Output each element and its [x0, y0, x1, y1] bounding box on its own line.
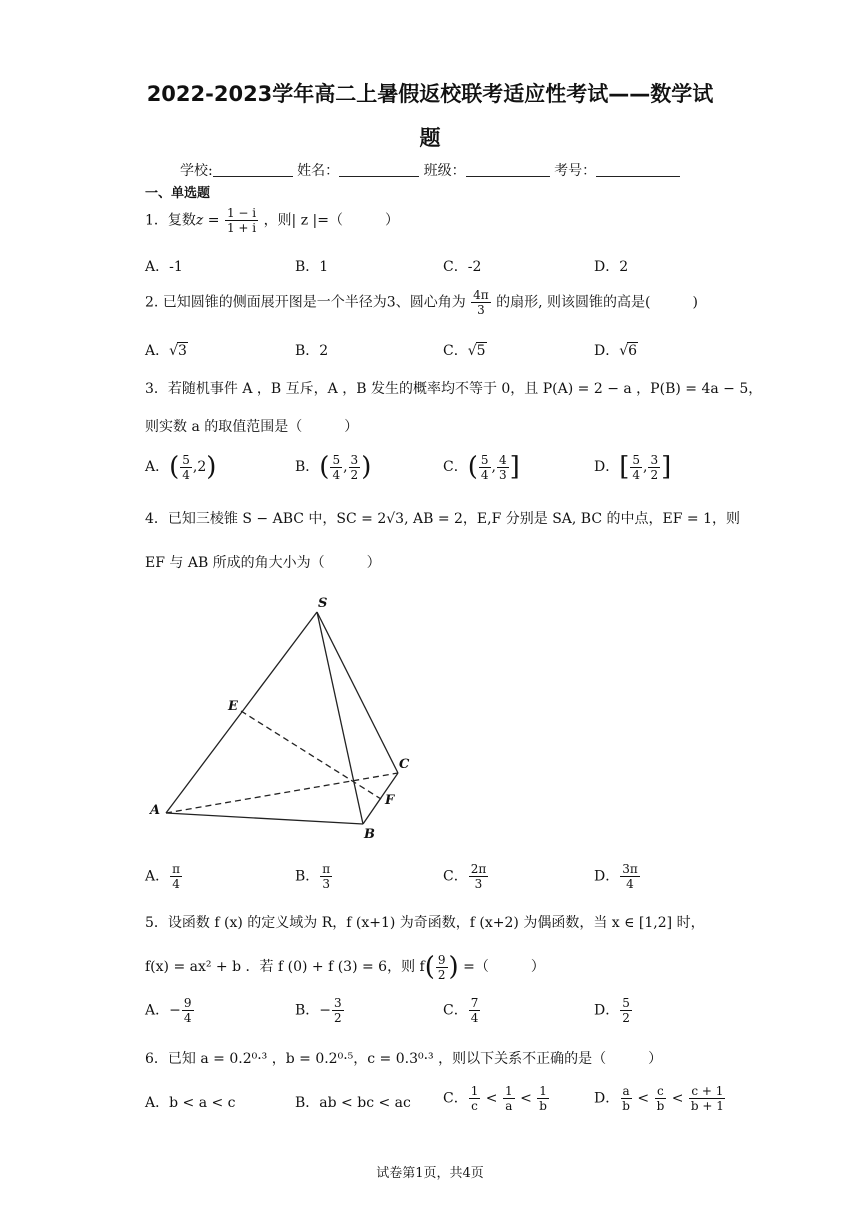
title-line-2: 题: [419, 126, 441, 150]
q1-option-c: C．-2: [443, 259, 482, 275]
q3-option-b: B．( $\frac{5}{4}$ , $\frac{3}{2}$ ): [295, 452, 372, 482]
q1-stem: 1．复数z = $\frac{1 - i}{1 + i}$ ，则| z |=（ ）: [145, 206, 400, 235]
q4-option-b: B． $\frac{\pi}{3}$: [295, 862, 331, 891]
name-label: 姓名：: [297, 163, 340, 179]
q5-option-d: D． $\frac{5}{2}$: [594, 996, 630, 1025]
page-footer: 试卷第1页，共4页: [376, 1166, 484, 1181]
class-label: 班级：: [423, 163, 466, 179]
q4-option-d: D． $\frac{3\pi}{4}$: [594, 862, 638, 891]
edge-sc: [317, 612, 398, 773]
q2-option-b: B．2: [295, 343, 329, 359]
edge-sb: [317, 612, 363, 824]
edge-ac-hidden: [166, 773, 398, 813]
q2-option-a: A．√3: [145, 343, 187, 359]
exam-no-label: 考号：: [554, 163, 597, 179]
title-line-1: 2022-2023学年高二上暑假返校联考适应性考试——数学试: [146, 82, 714, 106]
label-c: C: [399, 757, 410, 772]
label-b: B: [364, 827, 375, 840]
q5-option-c: C． $\frac{7}{4}$: [443, 996, 479, 1025]
q2-stem: 2. 已知圆锥的侧面展开图是一个半径为3、圆心角为 $\frac{4\pi}{3}$ 的扇形, 则该圆锥的高是( ): [145, 288, 698, 317]
name-blank[interactable]: [339, 162, 419, 177]
school-label: 学校:: [180, 163, 213, 179]
q5-stem-line2: f(x) = ax² + b ．若 f (0) + f (3) = 6，则 f( $\frac{9}{2}$ ) =（ ）: [145, 952, 545, 982]
q1-option-d: D．2: [594, 259, 629, 275]
q2-option-d: D．√6: [594, 343, 638, 359]
q3-stem-line1: 3．若随机事件 A ，B 互斥，A ，B 发生的概率均不等于 0，且 P(A) = 2 − a ，P(B) = 4a − 5，: [145, 381, 763, 397]
student-info-row: [180, 160, 680, 180]
q5-option-b: B．− $\frac{3}{2}$: [295, 996, 342, 1025]
section-heading: 一、单选题: [145, 186, 211, 201]
q6-option-c: C． $\frac{1}{c}$ < $\frac{1}{a}$ < $\frac{1}{b}$: [443, 1084, 547, 1113]
q1-option-b: B．1: [295, 259, 329, 275]
class-blank[interactable]: [466, 162, 550, 177]
q6-option-b: B．ab < bc < ac: [295, 1095, 411, 1111]
segment-ef: [241, 711, 381, 799]
q2-option-c: C．√5: [443, 343, 486, 359]
q6-stem: 6．已知 a = 0.2⁰·³ ，b = 0.2⁰·⁵，c = 0.3⁰·³ ，则以下关系不正确的是（ ）: [145, 1051, 663, 1067]
label-e: E: [228, 699, 238, 714]
q5-stem-line1: 5．设函数 f (x) 的定义域为 R，f (x+1) 为奇函数，f (x+2) 为偶函数，当 x ∈ [1,2] 时，: [145, 915, 705, 931]
q1-option-a: A．-1: [145, 259, 183, 275]
label-f: F: [385, 793, 395, 808]
q2-fraction: $\frac{4\pi}{3}$: [473, 288, 489, 317]
label-a: A: [150, 803, 161, 818]
q1-fraction: $\frac{1 - i}{1 + i}$: [226, 206, 257, 235]
q3-option-d: D．[ $\frac{5}{4}$ , $\frac{3}{2}$ ]: [594, 452, 672, 482]
edge-ab: [166, 813, 363, 824]
edge-sa: [166, 612, 317, 813]
q4-stem-line2: EF 与 AB 所成的角大小为（ ）: [145, 555, 381, 571]
q3-option-a: A．( $\frac{5}{4}$ ,2): [145, 452, 217, 482]
label-s: S: [318, 596, 328, 611]
q4-option-a: A． $\frac{\pi}{4}$: [145, 862, 181, 891]
exam-no-blank[interactable]: [596, 162, 680, 177]
school-blank[interactable]: [213, 162, 293, 177]
tetrahedron-diagram: [140, 590, 430, 840]
q5-option-a: A．− $\frac{9}{4}$: [145, 996, 192, 1025]
q6-option-d: D． $\frac{a}{b}$ < $\frac{c}{b}$ < $\frac{c + 1}{b + 1}$: [594, 1084, 724, 1113]
q4-stem-line1: 4．已知三棱锥 S − ABC 中，SC = 2√3, AB = 2，E,F 分别是 SA, BC 的中点，EF = 1，则: [145, 511, 740, 527]
q4-option-c: C． $\frac{2\pi}{3}$: [443, 862, 487, 891]
q3-option-c: C．( $\frac{5}{4}$ , $\frac{4}{3}$ ]: [443, 452, 520, 482]
q6-option-a: A．b < a < c: [145, 1095, 236, 1111]
q3-stem-line2: 则实数 a 的取值范围是（ ）: [145, 419, 359, 435]
